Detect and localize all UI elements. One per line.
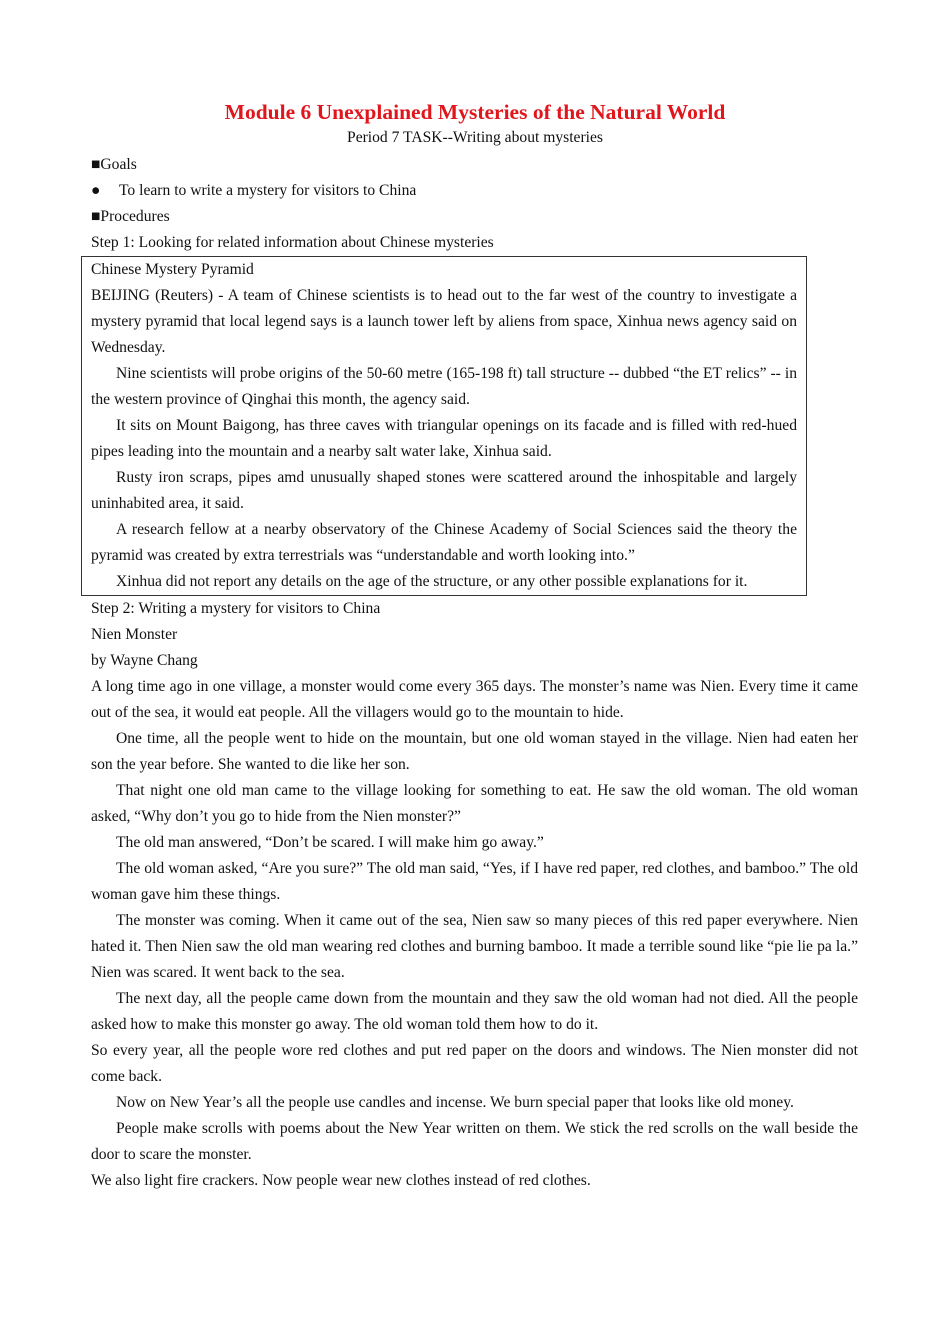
story-title: Nien Monster (91, 626, 178, 643)
procedures-heading: ■Procedures (91, 208, 170, 225)
story-paragraph: The old man answered, “Don’t be scared. I will make him go away.” (116, 834, 544, 851)
story-body (91, 674, 858, 1194)
article-paragraph: Rusty iron scraps, pipes amd unusually shaped stones were scattered around the inhospitable and largely uninhabited area, it said. (91, 469, 797, 512)
article-paragraph: It sits on Mount Baigong, has three caves with triangular openings on its facade and is filled with red-hued pipes leading into the mountain and a nearby salt water lake, Xinhua said. (91, 417, 797, 460)
goals-heading: ■Goals (91, 156, 137, 173)
article-paragraph: Xinhua did not report any details on the age of the structure, or any other possible explanations for it. (116, 573, 748, 590)
story-paragraph: Now on New Year’s all the people use candles and incense. We burn special paper that looks like old money. (116, 1094, 794, 1111)
goal-text: To learn to write a mystery for visitors to China (119, 182, 417, 199)
article-paragraph: A research fellow at a nearby observatory of the Chinese Academy of Social Sciences said the theory the pyramid was created by extra terrestrials was “understandable and worth looking into.” (91, 521, 797, 564)
story-paragraph: So every year, all the people wore red clothes and put red paper on the doors and windows. The Nien monster did not come back. (91, 1042, 858, 1085)
document-page (91, 98, 859, 1194)
story-paragraph: One time, all the people went to hide on the mountain, but one old woman stayed in the village. Nien had eaten her son the year before. She wanted to die like her son. (91, 730, 858, 773)
article-paragraph: BEIJING (Reuters) - A team of Chinese scientists is to head out to the far west of the country to investigate a mystery pyramid that local legend says is a launch tower left by aliens from space, Xinhua news agency said on Wednesday. (91, 287, 797, 356)
step1-heading: Step 1: Looking for related information about Chinese mysteries (91, 234, 494, 251)
story-author: by Wayne Chang (91, 652, 198, 669)
story-paragraph: The monster was coming. When it came out of the sea, Nien saw so many pieces of this red paper everywhere. Nien hated it. Then Nien saw the old man wearing red clothes and burning bamboo. It made a terrible sound like “pie lie pa la.” Nien was scared. It went back to the sea. (91, 912, 858, 981)
bullet-icon: ● (91, 182, 101, 199)
story-paragraph: The next day, all the people came down from the mountain and they saw the old woman had not died. All the people asked how to make this monster go away. The old woman told them how to do it. (91, 990, 858, 1033)
article-heading: Chinese Mystery Pyramid (91, 261, 254, 278)
story-paragraph: We also light fire crackers. Now people wear new clothes instead of red clothes. (91, 1172, 591, 1189)
document-subtitle: Period 7 TASK--Writing about mysteries (347, 129, 603, 146)
goal-item (91, 178, 859, 204)
article-box (81, 256, 807, 596)
story-paragraph: People make scrolls with poems about the New Year written on them. We stick the red scrolls on the wall beside the door to scare the monster. (91, 1120, 858, 1163)
story-paragraph: The old woman asked, “Are you sure?” The old man said, “Yes, if I have red paper, red clothes, and bamboo.” The old woman gave him these things. (91, 860, 858, 903)
story-paragraph: That night one old man came to the village looking for something to eat. He saw the old woman. The old woman asked, “Why don’t you go to hide from the Nien monster?” (91, 782, 858, 825)
document-title: Module 6 Unexplained Mysteries of the Natural World (224, 100, 726, 124)
article-paragraph: Nine scientists will probe origins of the 50-60 metre (165-198 ft) tall structure -- dubbed “the ET relics” -- in the western province of Qinghai this month, the agency said. (91, 365, 797, 408)
step2-heading: Step 2: Writing a mystery for visitors to China (91, 600, 381, 617)
story-paragraph: A long time ago in one village, a monster would come every 365 days. The monster’s name was Nien. Every time it came out of the sea, it would eat people. All the villagers would go to the mountain to hide. (91, 678, 858, 721)
